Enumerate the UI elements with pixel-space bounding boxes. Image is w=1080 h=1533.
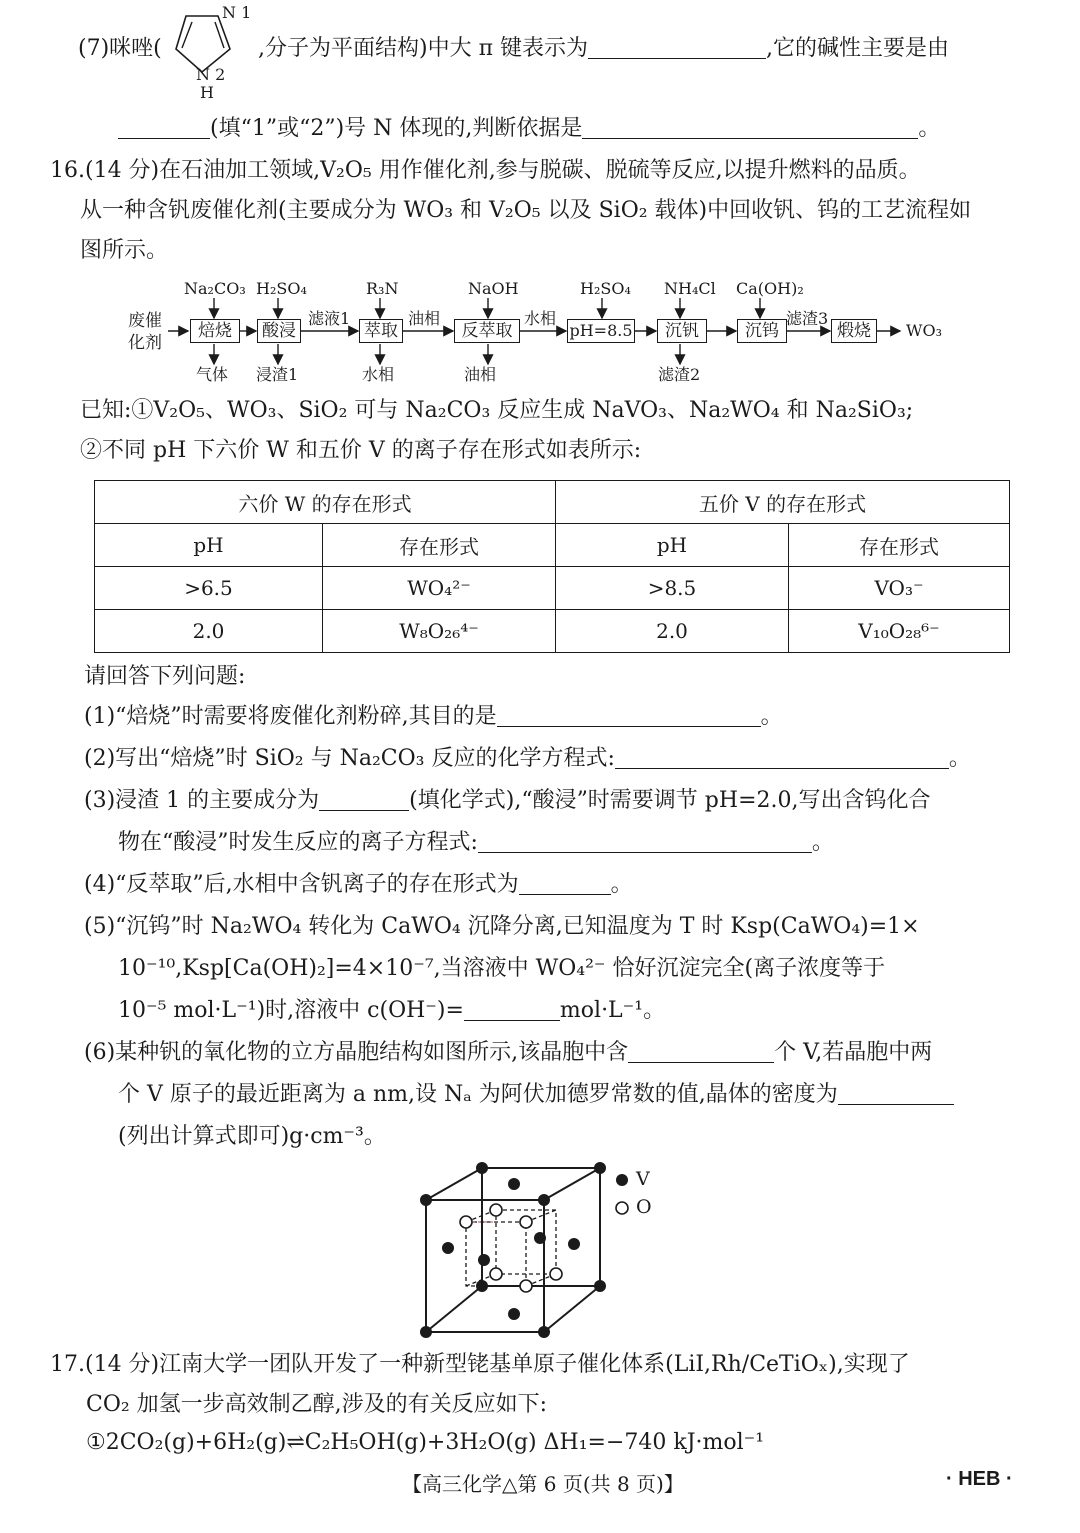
answer-blank-16-4[interactable]: [519, 872, 611, 895]
q17-intro1: 17.(14 分)江南大学一团队开发了一种新型铑基单原子催化体系(LiI,Rh/CeTiOₓ),实现了: [50, 1352, 910, 1377]
q15-7-label: (7)咪唑(: [78, 36, 162, 61]
reagent-h2so4-2: H₂SO₄: [580, 279, 631, 298]
answer-blank-16-5[interactable]: [464, 998, 560, 1021]
q15-7-line1: [78, 34, 162, 64]
q16-6a-text: (6)某种钒的氧化物的立方晶胞结构如图所示,该晶胞中含: [84, 1040, 629, 1065]
answer-blank-16-3c[interactable]: [478, 830, 812, 853]
answer-blank-16-3a[interactable]: [319, 788, 409, 811]
table-col-ph-w: pH: [95, 524, 323, 567]
flow-step-back-extract: 反萃取: [454, 319, 520, 343]
link-oil-phase: 油相: [408, 309, 441, 328]
reagent-naoh: NaOH: [468, 279, 519, 298]
table-cell: >6.5: [95, 567, 323, 610]
q16-4-end: 。: [610, 872, 633, 897]
table-head-v: 五价 V 的存在形式: [556, 481, 1010, 524]
table-cell: VO₃⁻: [789, 567, 1010, 610]
legend-o-label: O: [636, 1196, 652, 1218]
q15-7-line1b: [258, 34, 949, 64]
q16-4: [84, 870, 633, 900]
q16-6c: (列出计算式即可)g·cm⁻³。: [118, 1124, 386, 1149]
table-cell: V₁₀O₂₈⁶⁻: [789, 610, 1010, 653]
answer-blank-16-6a[interactable]: [628, 1040, 774, 1063]
q16-2-end: 。: [948, 746, 971, 771]
q16-5a: (5)“沉钨”时 Na₂WO₄ 转化为 CaWO₄ 沉降分离,已知温度为 T 时 Ksp(CaWO₄)=1×: [84, 914, 920, 939]
table-row: [95, 567, 1010, 610]
reagent-r3n: R₃N: [366, 279, 399, 298]
q15-7-text1: ,分子为平面结构)中大 π 键表示为: [258, 36, 589, 61]
q16-3c: [118, 828, 834, 858]
link-aqueous-phase: 水相: [524, 309, 557, 328]
legend-o-marker: [614, 1200, 630, 1216]
flow-step-v-precip: 沉钒: [657, 319, 707, 343]
q16-6b: [118, 1080, 954, 1110]
link-filtrate1: 滤液1: [308, 309, 351, 328]
q15-7-text2: ,它的碱性主要是由: [766, 36, 950, 61]
q16-1-text: (1)“焙烧”时需要将废催化剂粉碎,其目的是: [84, 704, 497, 729]
answer-blank-16-6b[interactable]: [838, 1082, 954, 1105]
q16-intro2: 从一种含钒废催化剂(主要成分为 WO₃ 和 V₂O₅ 以及 SiO₂ 载体)中回收钒、钨的工艺流程如: [80, 198, 972, 223]
table-col-ph-v: pH: [556, 524, 789, 567]
answer-blank-16-1[interactable]: [497, 704, 761, 727]
q17-eq1: ①2CO₂(g)+6H₂(g)⇌C₂H₅OH(g)+3H₂O(g) ΔH₁=−740 kJ·mol⁻¹: [86, 1430, 765, 1455]
table-col-form-v: 存在形式: [789, 524, 1010, 567]
q16-3b-text: (填化学式),“酸浸”时需要调节 pH=2.0,写出含钨化合: [409, 788, 931, 813]
flow-step-roast: 焙烧: [190, 319, 240, 343]
output-residue2: 滤渣2: [658, 365, 701, 384]
q16-3a: [84, 786, 931, 816]
flow-step-ph: pH=8.5: [567, 319, 635, 343]
legend-v-marker: [614, 1172, 630, 1188]
output-oil: 油相: [464, 365, 497, 384]
reagent-nh4cl: NH₄Cl: [664, 279, 716, 298]
q15-7-text3: (填“1”或“2”)号 N 体现的,判断依据是: [210, 116, 583, 141]
flow-start-2: 化剂: [128, 333, 162, 353]
q16-intro1: 16.(14 分)在石油加工领域,V₂O₅ 用作催化剂,参与脱碳、脱硫等反应,以提升燃料的品质。: [50, 158, 921, 183]
output-residue1: 浸渣1: [256, 365, 299, 384]
flow-step-w-precip: 沉钨: [737, 319, 787, 343]
imidazole-n2: N 2: [196, 65, 226, 84]
output-gas: 气体: [196, 365, 229, 384]
legend-v-label: V: [636, 1168, 650, 1190]
table-cell: 2.0: [556, 610, 789, 653]
flow-arrows: [128, 276, 948, 386]
table-cell: 2.0: [95, 610, 323, 653]
q16-3a-text: (3)浸渣 1 的主要成分为: [84, 788, 320, 813]
imidazole-n1: N 1: [222, 3, 252, 22]
flow-step-acid-leach: 酸浸: [257, 319, 301, 343]
flow-step-extract: 萃取: [359, 319, 403, 343]
q16-4-text: (4)“反萃取”后,水相中含钒离子的存在形式为: [84, 872, 519, 897]
table-cell: W₈O₂₆⁴⁻: [323, 610, 556, 653]
answer-blank-15-7c[interactable]: [582, 116, 918, 139]
table-col-form-w: 存在形式: [323, 524, 556, 567]
ion-form-table: [94, 480, 1010, 653]
q16-6a: [84, 1038, 932, 1068]
answer-blank-15-7b[interactable]: [118, 116, 210, 139]
imidazole-h: H: [200, 83, 214, 102]
q16-known1: 已知:①V₂O₅、WO₃、SiO₂ 可与 Na₂CO₃ 反应生成 NaVO₃、Na₂WO₄ 和 Na₂SiO₃;: [80, 398, 914, 423]
q16-5c: [118, 996, 665, 1026]
q16-2: [84, 744, 971, 774]
q16-intro3: 图所示。: [80, 238, 169, 263]
q16-5c-unit: mol·L⁻¹。: [559, 998, 666, 1023]
q16-2-text: (2)写出“焙烧”时 SiO₂ 与 Na₂CO₃ 反应的化学方程式:: [84, 746, 615, 771]
q16-known2: ②不同 pH 下六价 W 和五价 V 的离子存在形式如表所示:: [80, 438, 642, 463]
table-head-w: 六价 W 的存在形式: [95, 481, 556, 524]
footer-code: · HEB ·: [946, 1468, 1013, 1490]
q16-3c-end: 。: [811, 830, 834, 855]
reagent-caoh2: Ca(OH)₂: [736, 279, 804, 298]
reagent-na2co3: Na₂CO₃: [184, 279, 246, 298]
link-residue3: 滤渣3: [786, 309, 829, 328]
q17-intro2: CO₂ 加氢一步高效制乙醇,涉及的有关反应如下:: [86, 1392, 548, 1417]
process-flow-diagram: [128, 276, 948, 386]
q16-1-end: 。: [760, 704, 783, 729]
flow-start-1: 废催: [128, 311, 162, 331]
q16-ask: 请回答下列问题:: [84, 664, 246, 689]
q16-5b: 10⁻¹⁰,Ksp[Ca(OH)₂]=4×10⁻⁷,当溶液中 WO₄²⁻ 恰好沉淀完全(离子浓度等于: [118, 956, 886, 981]
table-cell: >8.5: [556, 567, 789, 610]
answer-blank-16-2[interactable]: [615, 746, 949, 769]
q15-7-end: 。: [918, 116, 941, 141]
answer-blank-15-7a[interactable]: [588, 36, 766, 59]
q16-3c-text: 物在“酸浸”时发生反应的离子方程式:: [118, 830, 478, 855]
q16-1: [84, 702, 783, 732]
output-aqueous: 水相: [362, 365, 395, 384]
table-cell: WO₄²⁻: [323, 567, 556, 610]
flow-step-calcine: 煅烧: [831, 319, 877, 343]
q16-5c-text: 10⁻⁵ mol·L⁻¹)时,溶液中 c(OH⁻)=: [118, 998, 464, 1023]
table-row: [95, 610, 1010, 653]
reagent-h2so4-1: H₂SO₄: [256, 279, 307, 298]
flow-product-wo3: WO₃: [906, 321, 942, 340]
q15-7-line2: [118, 114, 940, 144]
unit-cell-diagram: [410, 1160, 610, 1340]
footer-page-info: 【高三化学△第 6 页(共 8 页)】: [402, 1472, 684, 1496]
q16-6b-text: 个 V 原子的最近距离为 a nm,设 Nₐ 为阿伏加德罗常数的值,晶体的密度为: [118, 1082, 838, 1107]
q16-6a-text2: 个 V,若晶胞中两: [774, 1040, 933, 1065]
